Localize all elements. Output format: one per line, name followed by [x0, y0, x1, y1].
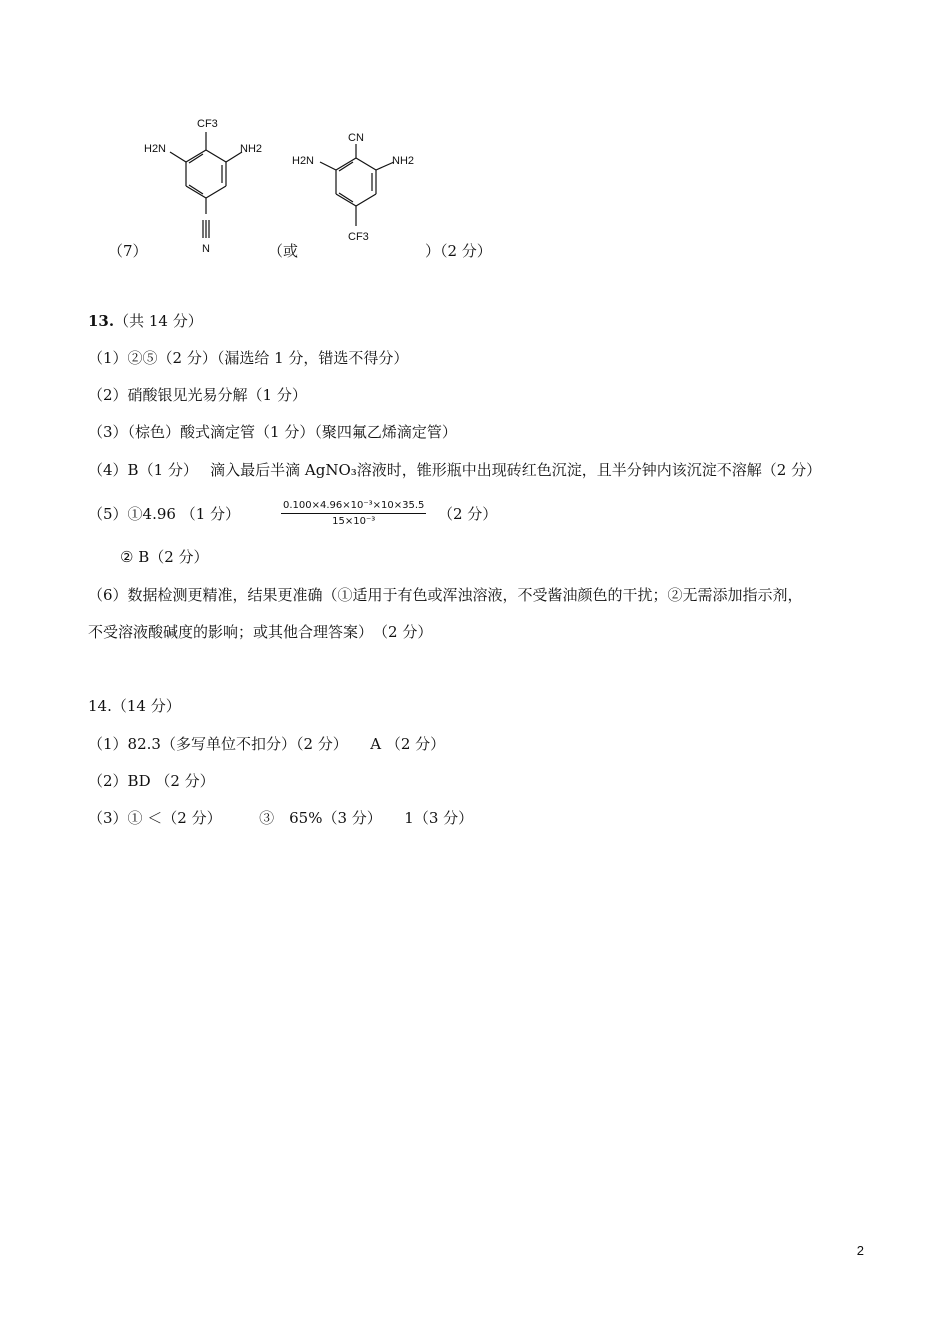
structure-2-diagram — [290, 128, 440, 258]
nitrogen-label: N — [202, 243, 210, 255]
q7-or-open: （或 — [268, 242, 299, 260]
q13-part5-label: （5）①4.96 （1 分） — [88, 505, 241, 523]
q13-part1: （1）②⑤（2 分）（漏选给 1 分，错选不得分） — [88, 349, 409, 367]
q7-score: ）（2 分） — [425, 242, 492, 260]
nh2-label: NH2 — [240, 143, 263, 155]
cf3-label: CF3 — [197, 118, 218, 130]
q13-part2: （2）硝酸银见光易分解（1 分） — [88, 386, 307, 404]
q7-label: （7） — [108, 242, 148, 260]
h2n-label: H2N — [144, 143, 167, 155]
q14-part2: （2）BD （2 分） — [88, 772, 215, 790]
q14-heading: 14.（14 分） — [88, 697, 181, 715]
q13-number: 13. — [88, 312, 115, 330]
fraction-numerator: 0.100×4.96×10⁻³×10×35.5 — [281, 499, 426, 514]
page-number: 2 — [856, 1243, 864, 1258]
q13-part4: （4）B（1 分） 滴入最后半滴 AgNO₃溶液时，锥形瓶中出现砖红色沉淀，且半分钟内该沉淀不溶解（2 分） — [88, 461, 822, 479]
q13-heading — [88, 311, 203, 331]
h2n-label-2: H2N — [292, 155, 315, 167]
fraction-denominator: 15×10⁻³ — [332, 516, 376, 527]
q13-header: （共 14 分） — [114, 312, 203, 330]
cf3-label-2: CF3 — [348, 231, 369, 243]
cn-label: CN — [348, 132, 364, 144]
q13-part5b: ② B（2 分） — [120, 548, 209, 566]
q13-part5-score: （2 分） — [438, 505, 498, 523]
structure-1-diagram — [140, 110, 280, 260]
nh2-label-2: NH2 — [392, 155, 415, 167]
q13-part5-fraction — [281, 499, 426, 528]
q13-part6-line1: （6）数据检测更精准，结果更准确（①适用于有色或浑浊溶液，不受酱油颜色的干扰；②无需添加指示剂， — [88, 586, 803, 604]
q14-part3: （3）① ＜（2 分） ③ 65%（3 分） 1（3 分） — [88, 809, 474, 827]
q14-part1: （1）82.3（多写单位不扣分）（2 分） A （2 分） — [88, 735, 446, 753]
q13-part3: （3）（棕色）酸式滴定管（1 分）（聚四氟乙烯滴定管） — [88, 423, 457, 441]
q13-part6-line2: 不受溶液酸碱度的影响；或其他合理答案） （2 分） — [88, 623, 433, 641]
